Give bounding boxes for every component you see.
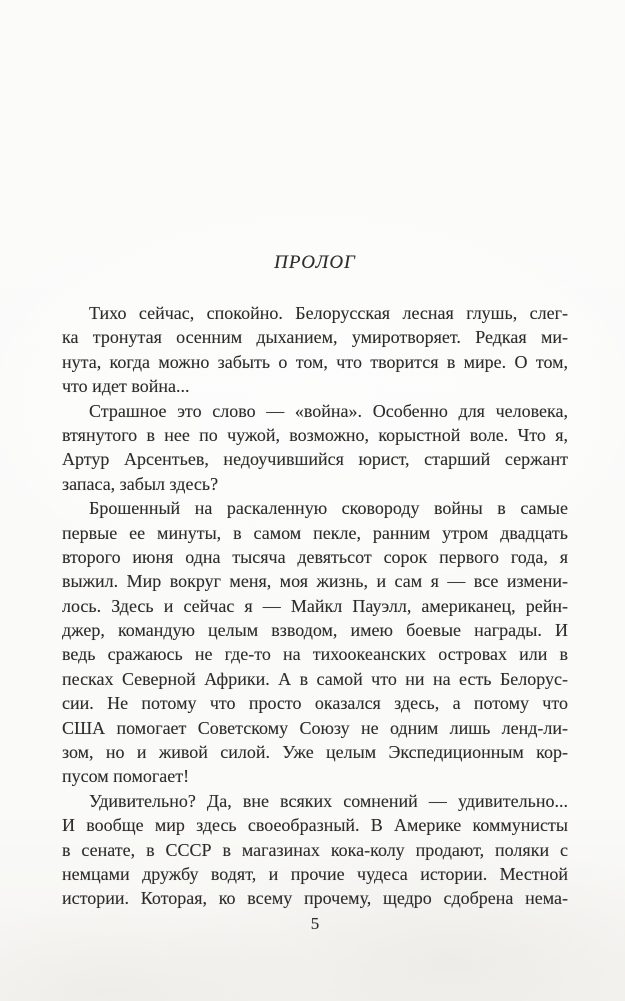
- text-line: ка тронутая осенним дыханием, умиротворяет. Редкая ми-: [62, 327, 568, 348]
- text-line: Брошенный на раскаленную сковороду войны в самые: [89, 498, 568, 519]
- text-line: в сенате, в СССР в магазинах кока-колу продают, поляки с: [62, 839, 568, 860]
- text-line: истории. Которая, ко всему прочему, щедро сдобрена нема-: [62, 888, 568, 909]
- text-line: Страшное это слово — «война». Особенно для человека,: [89, 400, 568, 421]
- text-line: сии. Не потому что просто оказался здесь, а потому что: [62, 693, 568, 714]
- text-line: немцами дружбу водят, и прочие чудеса истории. Местной: [62, 863, 568, 884]
- text-line: песках Северной Африки. А в самой что ни на есть Белорус-: [62, 668, 568, 689]
- text-line: первые ее минуты, в самом пекле, ранним утром двадцать: [62, 522, 568, 543]
- page-number: 5: [310, 914, 320, 933]
- text-line: зом, но и живой силой. Уже целым Экспедиционным кор-: [62, 742, 568, 763]
- text-line: И вообще мир здесь своеобразный. В Америке коммунисты: [62, 815, 568, 836]
- text-line: выжил. Мир вокруг меня, моя жизнь, и сам я — все измени-: [62, 571, 568, 592]
- page-text: [62, 301, 568, 911]
- text-line: запаса, забыл здесь?: [62, 473, 219, 494]
- text-line: втянутого в нее по чужой, возможно, корыстной воле. Что я,: [62, 424, 568, 445]
- text-line: пусом помогает!: [62, 766, 190, 787]
- text-line: нута, когда можно забыть о том, что творится в мире. О том,: [62, 351, 568, 372]
- text-line: лось. Здесь и сейчас я — Майкл Пауэлл, американец, рейн-: [62, 595, 568, 616]
- text-line: Удивительно? Да, вне всяких сомнений — удивительно...: [89, 790, 568, 811]
- text-line: что идет война...: [62, 376, 190, 397]
- text-line: Артур Арсентьев, недоучившийся юрист, старший сержант: [62, 449, 568, 470]
- text-line: ведь сражаюсь не где-то на тихоокеанских островах или в: [62, 644, 568, 665]
- text-line: второго июня одна тысяча девятьсот сорок первого года, я: [62, 546, 568, 567]
- text-line: Тихо сейчас, спокойно. Белорусская лесная глушь, слег-: [89, 303, 568, 323]
- text-line: джер, командую целым взводом, имею боевые награды. И: [62, 620, 568, 641]
- chapter-title: ПРОЛОГ: [274, 252, 356, 273]
- text-line: США помогает Советскому Союзу не одним лишь ленд-ли-: [62, 717, 568, 738]
